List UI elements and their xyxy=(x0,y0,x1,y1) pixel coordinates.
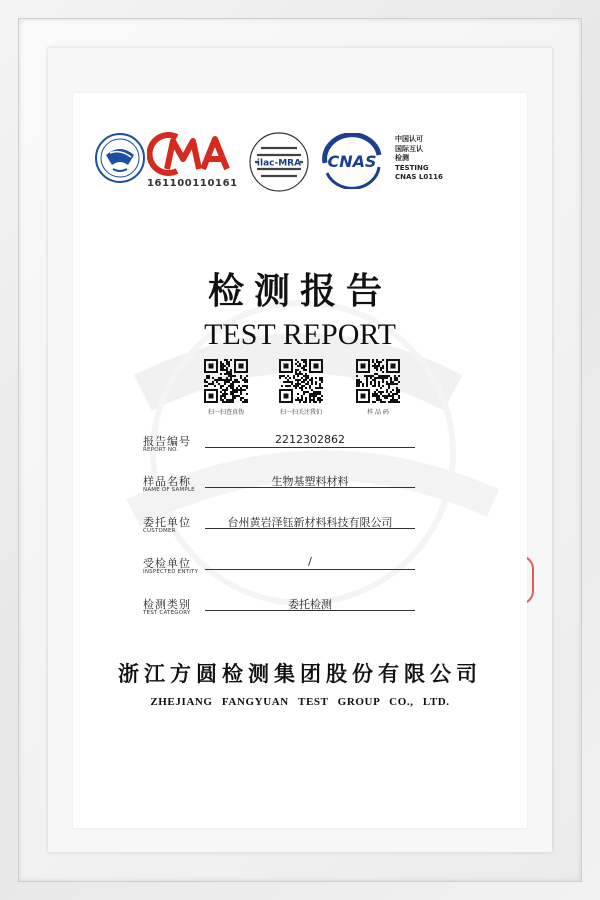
field-value: 生物基塑料材料 xyxy=(271,475,349,488)
qr-code-icon xyxy=(204,359,248,403)
field-sample-name xyxy=(143,473,423,499)
cnas-line-4: TESTING xyxy=(395,163,429,172)
qr-caption: 样 品 码 xyxy=(367,409,389,416)
field-label-cn: 检测类别 xyxy=(143,598,191,611)
report-cover xyxy=(73,93,527,828)
qr-follow[interactable] xyxy=(266,359,336,416)
field-label-en: TEST CATEGORY xyxy=(143,610,191,616)
cnas-line-5: CNAS L0116 xyxy=(395,173,443,181)
qr-code-icon xyxy=(356,359,400,403)
qr-sample[interactable] xyxy=(343,359,413,416)
title-cn: 检测报告 xyxy=(207,271,392,312)
company-name-en: ZHEJIANG FANGYUAN TEST GROUP CO., LTD. xyxy=(150,696,450,708)
field-label-cn: 样品名称 xyxy=(143,475,191,488)
field-value: 委托检测 xyxy=(288,598,332,611)
title-en: TEST REPORT xyxy=(204,318,396,351)
field-label-cn: 委托单位 xyxy=(143,516,191,529)
field-value: 2212302862 xyxy=(275,433,345,446)
field-test-category xyxy=(143,596,423,622)
field-label-cn: 报告编号 xyxy=(143,435,191,448)
field-underline xyxy=(205,569,415,570)
field-value: 台州黄岩泽钰新材料科技有限公司 xyxy=(227,516,393,529)
field-underline xyxy=(205,447,415,448)
cnas-logo-text: CNAS xyxy=(327,152,377,171)
watermark xyxy=(73,93,527,828)
cnas-accreditation-text xyxy=(395,135,443,183)
field-label-cn: 受检单位 xyxy=(143,557,191,570)
qr-caption: 扫一扫查真伪 xyxy=(207,409,244,416)
cma-logo xyxy=(147,131,237,177)
field-label-en: INSPECTED ENTITY xyxy=(143,569,199,575)
ilac-mra-logo xyxy=(247,131,311,193)
ilac-mra-text: ilac-MRA xyxy=(256,158,302,169)
field-inspected-entity xyxy=(143,555,423,581)
field-report-no xyxy=(143,433,423,459)
field-value: / xyxy=(308,555,312,568)
cnas-logo xyxy=(317,133,387,189)
cma-number: 161100110161 xyxy=(147,178,238,189)
cnas-line-1: 中国认可 xyxy=(395,135,423,143)
field-customer xyxy=(143,514,423,540)
field-label-en: NAME OF SAMPLE xyxy=(143,487,195,493)
cnas-line-2: 国际互认 xyxy=(395,144,423,153)
company-name-cn: 浙江方圆检测集团股份有限公司 xyxy=(118,662,482,686)
qr-caption: 扫一扫关注我们 xyxy=(279,409,322,416)
field-label-en: CUSTOMER xyxy=(143,528,176,534)
cnas-line-3: 检测 xyxy=(395,154,409,162)
field-label-en: REPORT NO. xyxy=(143,447,179,453)
qr-verify[interactable] xyxy=(191,359,261,416)
qr-code-icon xyxy=(279,359,323,403)
fangyuan-logo xyxy=(95,129,145,187)
